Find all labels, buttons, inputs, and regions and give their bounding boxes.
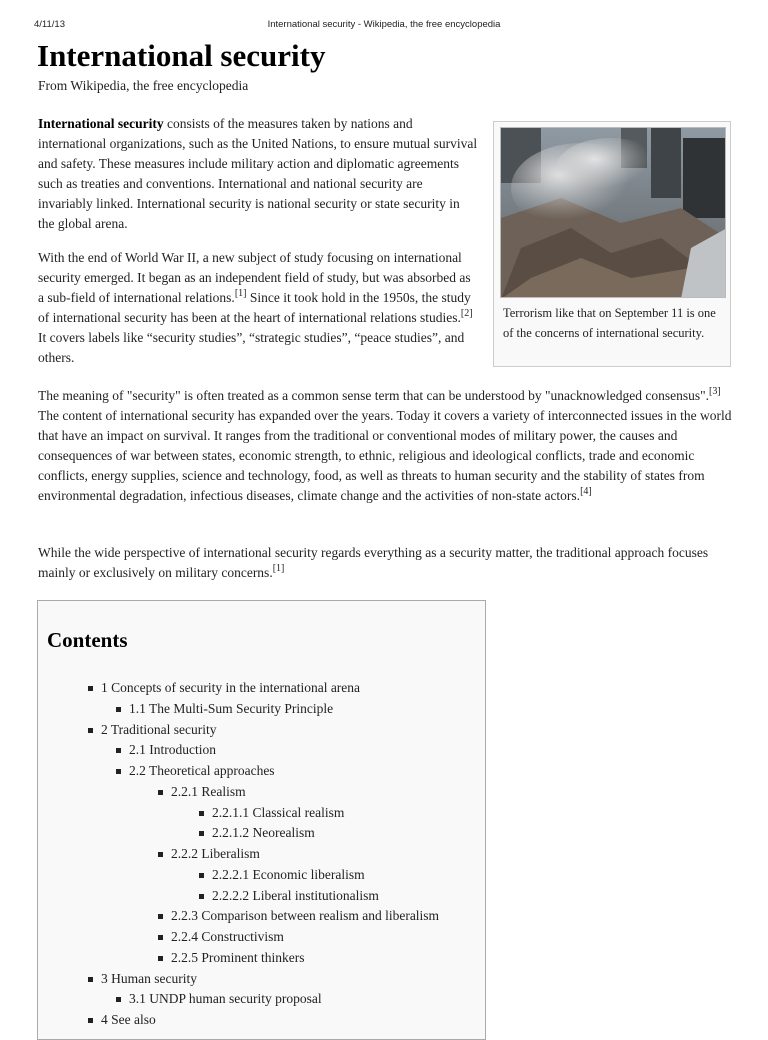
- toc-item[interactable]: 3 Human security: [101, 970, 197, 986]
- print-date: 4/11/13: [34, 19, 65, 30]
- page-title: International security: [37, 38, 326, 73]
- intro-paragraph-1: International security consists of the measures taken by nations and international organizations, such as the United Nations, to ensure mutual survival and safety. These measures include military action and diplomatic agreements such as treaties and conventions. International and national security are invariably linked. International security is national security or state security in the global arena.: [38, 116, 478, 231]
- toc-item[interactable]: 2.2.2.2 Liberal institutionalism: [212, 887, 379, 903]
- figure-caption: Terrorism like that on September 11 is one of the concerns of international security.: [503, 306, 716, 340]
- reference-link[interactable]: [1]: [272, 562, 285, 574]
- toc-item[interactable]: 1.1 The Multi-Sum Security Principle: [129, 700, 334, 716]
- toc-item[interactable]: 2.1 Introduction: [129, 742, 216, 758]
- figure-thumbnail: [493, 121, 731, 367]
- reference-link[interactable]: [2]: [460, 307, 473, 319]
- toc-item[interactable]: 2.2.4 Constructivism: [171, 929, 284, 944]
- intro-paragraph-3: The meaning of "security" is often treated as a common sense term that can be understood by "unacknowledged consensus".[3] The content of international security has expanded over the years. Today it covers a variety of interconnected issues in the world that have an impact on survival. It ranges from the traditional or conventional modes of military power, the causes and consequences of war between states, economic strength, to ethnic, religious and ideological conflicts, trade and economic conflicts, energy supplies, science and technology, food, as well as threats to human security and the stability of states from environmental degradation, infectious diseases, climate change and the activities of non-state actors.[4]: [38, 385, 732, 503]
- reference-link[interactable]: [4]: [580, 485, 592, 497]
- toc-item[interactable]: 2 Traditional security: [101, 721, 217, 737]
- toc-item[interactable]: 4 See also: [101, 1012, 156, 1027]
- reference-link[interactable]: [1]: [234, 287, 247, 299]
- toc-item[interactable]: 2.2.1.2 Neorealism: [212, 825, 315, 841]
- toc-item[interactable]: 2.2 Theoretical approaches: [129, 763, 275, 778]
- intro-paragraph-2: With the end of World War II, a new subject of study focusing on international security emerged. It began as an independent field of study, but was absorbed as a sub-field of international relations.[1] Since it took hold in the 1950s, the study of international security has been at the heart of international relations studies.[2] It covers labels like “security studies”, “strategic studies”, “peace studies”, and others.: [38, 250, 473, 365]
- toc-item[interactable]: 2.2.5 Prominent thinkers: [171, 949, 305, 965]
- print-header: [0, 19, 768, 33]
- toc-item[interactable]: 2.2.2.1 Economic liberalism: [212, 866, 365, 882]
- table-of-contents: [37, 600, 486, 1040]
- toc-item[interactable]: 2.2.1.1 Classical realism: [212, 804, 345, 820]
- reference-link[interactable]: [3]: [708, 385, 721, 397]
- intro-paragraph-4: While the wide perspective of international security regards everything as a security matter, the traditional approach focuses mainly or exclusively on military concerns.[1]: [38, 545, 709, 580]
- toc-item[interactable]: 2.2.2 Liberalism: [171, 846, 260, 861]
- site-tagline: From Wikipedia, the free encyclopedia: [38, 78, 249, 93]
- toc-item[interactable]: 2.2.1 Realism: [171, 783, 246, 799]
- figure-image[interactable]: [500, 127, 726, 298]
- toc-item[interactable]: 3.1 UNDP human security proposal: [129, 991, 322, 1007]
- toc-title: Contents: [47, 628, 128, 652]
- toc-item[interactable]: 1 Concepts of security in the international arena: [101, 680, 361, 695]
- print-title: International security - Wikipedia, the free encyclopedia: [267, 19, 501, 30]
- toc-item[interactable]: 2.2.3 Comparison between realism and liberalism: [171, 908, 440, 924]
- bold-term: International security: [38, 116, 164, 131]
